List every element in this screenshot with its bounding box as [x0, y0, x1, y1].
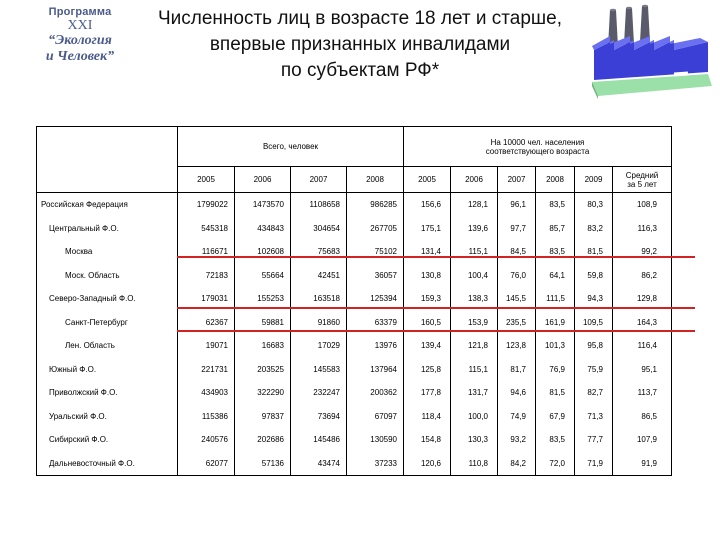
header-average-line-1: Средний: [625, 170, 659, 180]
average-rate-cell: 116,3: [613, 217, 672, 241]
rate-cell: 160,5: [404, 311, 451, 335]
rate-cell: 94,3: [575, 287, 613, 311]
average-rate-cell: 116,4: [613, 334, 672, 358]
rate-cell: 95,8: [575, 334, 613, 358]
total-count-cell: 75683: [291, 240, 347, 264]
table-row: [37, 240, 672, 264]
header-rate-group: [404, 127, 672, 167]
header-average-line-2: за 5 лет: [627, 179, 657, 189]
rate-cell: 125,8: [404, 358, 451, 382]
rate-cell: 131,7: [451, 381, 498, 405]
total-count-cell: 67097: [347, 405, 404, 429]
total-count-cell: 72183: [178, 264, 235, 288]
program-logo: [20, 6, 140, 65]
total-count-cell: 63379: [347, 311, 404, 335]
total-count-cell: 42451: [291, 264, 347, 288]
rate-cell: 115,1: [451, 240, 498, 264]
header-year: 2008: [347, 167, 404, 193]
total-count-cell: 73694: [291, 405, 347, 429]
rate-cell: 175,1: [404, 217, 451, 241]
average-rate-cell: 91,9: [613, 452, 672, 476]
total-count-cell: 155253: [235, 287, 291, 311]
rate-cell: 153,9: [451, 311, 498, 335]
rate-cell: 131,4: [404, 240, 451, 264]
header-rate-line-1: На 10000 чел. населения: [490, 137, 585, 147]
header-region-cell: [37, 127, 178, 193]
rate-cell: 177,8: [404, 381, 451, 405]
rate-cell: 123,8: [498, 334, 536, 358]
rate-cell: 81,5: [575, 240, 613, 264]
region-name: Российская Федерация: [37, 193, 178, 217]
total-count-cell: 37233: [347, 452, 404, 476]
page-title: [130, 6, 590, 84]
rate-cell: 81,7: [498, 358, 536, 382]
table-row: [37, 334, 672, 358]
rate-cell: 72,0: [536, 452, 575, 476]
total-count-cell: 267705: [347, 217, 404, 241]
rate-cell: 100,4: [451, 264, 498, 288]
rate-cell: 235,5: [498, 311, 536, 335]
rate-cell: 101,3: [536, 334, 575, 358]
rate-cell: 159,3: [404, 287, 451, 311]
rate-cell: 83,5: [536, 193, 575, 217]
highlight-line-spb-top: [177, 307, 695, 309]
rate-cell: 94,6: [498, 381, 536, 405]
header-average: [613, 167, 672, 193]
rate-cell: 76,9: [536, 358, 575, 382]
table-row: [37, 264, 672, 288]
rate-cell: 59,8: [575, 264, 613, 288]
total-count-cell: 97837: [235, 405, 291, 429]
total-count-cell: 19071: [178, 334, 235, 358]
header-year: 2005: [178, 167, 235, 193]
total-count-cell: 115386: [178, 405, 235, 429]
table-row: [37, 381, 672, 405]
total-count-cell: 240576: [178, 428, 235, 452]
rate-cell: 93,2: [498, 428, 536, 452]
logo-line-1: Программа: [48, 6, 112, 18]
rate-cell: 74,9: [498, 405, 536, 429]
logo-line-3: “Экология: [48, 33, 112, 48]
rate-cell: 85,7: [536, 217, 575, 241]
average-rate-cell: 164,3: [613, 311, 672, 335]
header-year: 2008: [536, 167, 575, 193]
region-name: Приволжский Ф.О.: [37, 381, 178, 405]
total-count-cell: 16683: [235, 334, 291, 358]
rate-cell: 154,8: [404, 428, 451, 452]
rate-cell: 115,1: [451, 358, 498, 382]
average-rate-cell: 108,9: [613, 193, 672, 217]
rate-cell: 84,2: [498, 452, 536, 476]
logo-line-2: XXI: [67, 18, 93, 33]
title-line-3: по субъектам РФ*: [280, 60, 440, 81]
total-count-cell: 202686: [235, 428, 291, 452]
rate-cell: 71,3: [575, 405, 613, 429]
region-name: Уральский Ф.О.: [37, 405, 178, 429]
region-name: Санкт-Петербург: [37, 311, 178, 335]
table-row: [37, 428, 672, 452]
rate-cell: 121,8: [451, 334, 498, 358]
rate-cell: 156,6: [404, 193, 451, 217]
region-name: Москва: [37, 240, 178, 264]
header-year: 2006: [235, 167, 291, 193]
total-count-cell: 17029: [291, 334, 347, 358]
total-count-cell: 304654: [291, 217, 347, 241]
rate-cell: 161,9: [536, 311, 575, 335]
average-rate-cell: 113,7: [613, 381, 672, 405]
total-count-cell: 545318: [178, 217, 235, 241]
total-count-cell: 163518: [291, 287, 347, 311]
region-name: Лен. Область: [37, 334, 178, 358]
total-count-cell: 13976: [347, 334, 404, 358]
total-count-cell: 55664: [235, 264, 291, 288]
region-name: Центральный Ф.О.: [37, 217, 178, 241]
header-year: 2007: [291, 167, 347, 193]
title-line-1: Численность лиц в возрасте 18 лет и старше,: [157, 8, 563, 29]
total-count-cell: 322290: [235, 381, 291, 405]
table-row: [37, 358, 672, 382]
total-count-cell: 130590: [347, 428, 404, 452]
rate-cell: 81,5: [536, 381, 575, 405]
rate-cell: 130,8: [404, 264, 451, 288]
total-count-cell: 203525: [235, 358, 291, 382]
table-row: [37, 193, 672, 217]
rate-cell: 77,7: [575, 428, 613, 452]
total-count-cell: 200362: [347, 381, 404, 405]
total-count-cell: 179031: [178, 287, 235, 311]
total-count-cell: 125394: [347, 287, 404, 311]
total-count-cell: 116671: [178, 240, 235, 264]
table-row: [37, 452, 672, 476]
total-count-cell: 36057: [347, 264, 404, 288]
rate-cell: 83,2: [575, 217, 613, 241]
rate-cell: 71,9: [575, 452, 613, 476]
total-count-cell: 102608: [235, 240, 291, 264]
total-count-cell: 91860: [291, 311, 347, 335]
rate-cell: 64,1: [536, 264, 575, 288]
total-count-cell: 75102: [347, 240, 404, 264]
total-count-cell: 43474: [291, 452, 347, 476]
rate-cell: 83,5: [536, 428, 575, 452]
rate-cell: 97,7: [498, 217, 536, 241]
average-rate-cell: 86,5: [613, 405, 672, 429]
average-rate-cell: 129,8: [613, 287, 672, 311]
rate-cell: 118,4: [404, 405, 451, 429]
rate-cell: 76,0: [498, 264, 536, 288]
total-count-cell: 57136: [235, 452, 291, 476]
rate-cell: 139,4: [404, 334, 451, 358]
total-count-cell: 232247: [291, 381, 347, 405]
region-name: Северо-Западный Ф.О.: [37, 287, 178, 311]
disability-statistics-table: [36, 126, 672, 476]
total-count-cell: 434903: [178, 381, 235, 405]
total-count-cell: 986285: [347, 193, 404, 217]
header-year: 2007: [498, 167, 536, 193]
total-count-cell: 145583: [291, 358, 347, 382]
rate-cell: 130,3: [451, 428, 498, 452]
total-count-cell: 62077: [178, 452, 235, 476]
total-count-cell: 221731: [178, 358, 235, 382]
region-name: Сибирский Ф.О.: [37, 428, 178, 452]
rate-cell: 80,3: [575, 193, 613, 217]
rate-cell: 139,6: [451, 217, 498, 241]
average-rate-cell: 107,9: [613, 428, 672, 452]
total-count-cell: 434843: [235, 217, 291, 241]
average-rate-cell: 86,2: [613, 264, 672, 288]
rate-cell: 128,1: [451, 193, 498, 217]
total-count-cell: 1473570: [235, 193, 291, 217]
rate-cell: 82,7: [575, 381, 613, 405]
table-row: [37, 217, 672, 241]
total-count-cell: 59881: [235, 311, 291, 335]
header-year: 2005: [404, 167, 451, 193]
header-year: 2009: [575, 167, 613, 193]
rate-cell: 138,3: [451, 287, 498, 311]
average-rate-cell: 99,2: [613, 240, 672, 264]
header-total-group: Всего, человек: [178, 127, 404, 167]
rate-cell: 100,0: [451, 405, 498, 429]
total-count-cell: 1799022: [178, 193, 235, 217]
rate-cell: 84,5: [498, 240, 536, 264]
total-count-cell: 62367: [178, 311, 235, 335]
rate-cell: 145,5: [498, 287, 536, 311]
rate-cell: 83,5: [536, 240, 575, 264]
rate-cell: 75,9: [575, 358, 613, 382]
logo-line-4: и Человек”: [45, 49, 115, 64]
rate-cell: 110,8: [451, 452, 498, 476]
rate-cell: 120,6: [404, 452, 451, 476]
factory-icon: [588, 2, 716, 102]
header-rate-line-2: соответствующего возраста: [485, 146, 590, 156]
total-count-cell: 137964: [347, 358, 404, 382]
highlight-line-spb-bottom: [177, 330, 695, 332]
total-count-cell: 1108658: [291, 193, 347, 217]
title-line-2: впервые признанных инвалидами: [209, 34, 511, 55]
highlight-line-moscow: [177, 256, 695, 258]
region-name: Южный Ф.О.: [37, 358, 178, 382]
rate-cell: 109,5: [575, 311, 613, 335]
region-name: Моск. Область: [37, 264, 178, 288]
region-name: Дальневосточный Ф.О.: [37, 452, 178, 476]
total-count-cell: 145486: [291, 428, 347, 452]
header-year: 2006: [451, 167, 498, 193]
rate-cell: 67,9: [536, 405, 575, 429]
table-row: [37, 405, 672, 429]
average-rate-cell: 95,1: [613, 358, 672, 382]
rate-cell: 111,5: [536, 287, 575, 311]
rate-cell: 96,1: [498, 193, 536, 217]
